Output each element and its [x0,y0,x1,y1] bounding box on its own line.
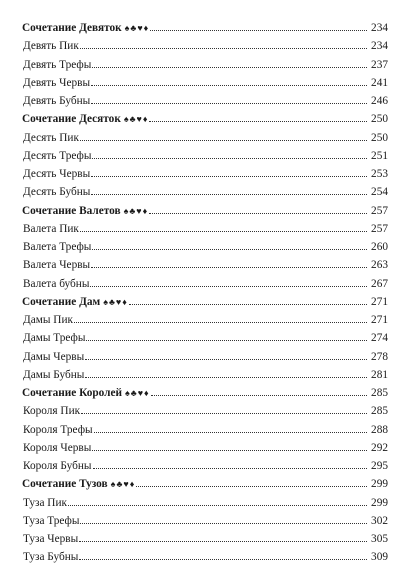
toc-entry[interactable] [22,329,388,347]
toc-entry-label: Девять Пик [23,40,79,53]
toc-entry[interactable] [22,457,388,475]
suit-symbols-icon: ♠♣♥♦ [124,23,150,33]
toc-entry-label: Десять Пик [23,131,79,144]
toc-heading-label: Сочетание Дам [22,295,101,308]
toc-entry[interactable] [22,512,388,530]
dot-leader [79,550,367,560]
toc-page-number: 271 [371,295,388,308]
dot-leader [80,222,367,232]
toc-entry[interactable] [22,56,388,74]
suit-symbols-icon: ♠♣♥♦ [110,479,136,490]
dot-leader [81,404,367,414]
toc-entry-label: Дамы Пик [23,314,73,326]
dot-leader [91,258,367,268]
table-of-contents [22,19,388,567]
toc-page-number: 299 [371,478,388,491]
toc-entry[interactable] [22,165,388,183]
toc-page-number: 299 [371,496,388,509]
toc-entry-label: Короля Бубны [23,460,92,472]
toc-page-number: 250 [371,113,388,126]
toc-heading-label: Сочетание Валетов [22,204,121,217]
dot-leader [80,514,367,524]
toc-page-number: 274 [371,332,388,345]
suit-symbols-icon: ♠♣♥♦ [123,205,149,216]
toc-page-number: 302 [371,514,388,527]
suit-symbols-icon: ♠♣♥♦ [103,296,128,307]
toc-page-number: 271 [371,314,388,326]
toc-page-number: 288 [371,423,388,436]
toc-section-heading[interactable] [22,110,388,128]
dot-leader [92,441,367,451]
toc-section-heading[interactable] [22,19,388,37]
toc-page-number: 305 [371,533,388,545]
toc-entry-label: Туза Трефы [23,514,80,527]
toc-entry-label: Валета Червы [23,259,91,272]
toc-page-number: 253 [371,168,388,180]
toc-page-number: 241 [371,76,388,89]
toc-entry-label: Девять Червы [23,76,91,89]
dot-leader [94,423,367,433]
toc-heading-label: Сочетание Десяток [22,113,121,126]
toc-entry-label: Туза Червы [23,533,79,545]
suit-symbols-icon: ♠♣♥♦ [125,388,150,398]
toc-page-number: 237 [371,58,388,71]
toc-section-heading[interactable] [22,384,388,402]
toc-entry[interactable] [22,348,388,366]
dot-leader [149,112,367,122]
suit-symbols-icon: ♠♣♥♦ [123,114,149,125]
toc-entry[interactable] [22,366,388,384]
toc-page-number: 285 [371,387,388,399]
toc-page-number: 292 [371,441,388,454]
toc-page-number: 278 [371,350,388,363]
toc-page-number: 263 [371,259,388,272]
toc-page-number: 234 [371,40,388,53]
toc-entry[interactable] [22,74,388,92]
toc-entry[interactable] [22,37,388,55]
toc-entry[interactable] [22,220,388,238]
dot-leader [85,368,367,378]
toc-entry-label: Короля Пик [23,405,81,418]
dot-leader [79,532,367,542]
toc-entry-label: Туза Пик [23,496,67,509]
toc-entry[interactable] [22,147,388,165]
toc-page-number: 281 [371,368,388,381]
toc-entry[interactable] [22,402,388,420]
toc-heading-label: Сочетание Тузов [22,478,108,491]
toc-entry[interactable] [22,256,388,274]
toc-entry[interactable] [22,183,388,201]
toc-heading-label: Сочетание Девяток [22,22,122,34]
toc-page-number: 257 [371,204,388,217]
dot-leader [86,331,367,341]
dot-leader [136,477,367,487]
toc-page-number: 260 [371,241,388,253]
dot-leader [90,277,367,287]
dot-leader [151,386,367,396]
toc-entry-label: Короля Червы [23,441,92,454]
toc-entry-label: Короля Трефы [23,423,93,436]
toc-heading-label: Сочетание Королей [22,387,123,399]
toc-entry-label: Валета Пик [23,222,79,235]
toc-entry-label: Десять Червы [23,168,91,180]
dot-leader [92,240,367,250]
dot-leader [91,167,367,177]
toc-entry-label: Десять Бубны [23,186,91,199]
dot-leader [149,204,367,214]
toc-section-heading[interactable] [22,293,388,311]
toc-entry-label: Девять Трефы [23,58,92,71]
toc-entry[interactable] [22,494,388,512]
toc-entry[interactable] [22,238,388,256]
toc-page-number: 234 [371,22,388,34]
toc-page-number: 254 [371,186,388,199]
toc-page-number: 250 [371,131,388,144]
dot-leader [80,131,367,141]
toc-entry-label: Дамы Трефы [23,332,86,345]
toc-entry-label: Дамы Бубны [23,368,85,381]
toc-entry[interactable] [22,530,388,548]
dot-leader [85,350,367,360]
toc-entry-label: Туза Бубны [23,551,79,564]
dot-leader [92,58,367,68]
toc-page-number: 246 [371,95,388,107]
toc-entry[interactable] [22,439,388,457]
toc-page-number: 309 [371,551,388,564]
toc-section-heading[interactable] [22,475,388,493]
dot-leader [68,496,367,506]
dot-leader [91,185,367,195]
toc-entry[interactable] [22,92,388,110]
toc-page-number: 285 [371,405,388,418]
toc-entry[interactable] [22,548,388,566]
toc-entry-label: Девять Бубны [23,95,91,107]
toc-entry[interactable] [22,421,388,439]
toc-entry-label: Дамы Червы [23,350,85,363]
dot-leader [80,39,367,49]
dot-leader [74,313,367,323]
dot-leader [92,149,367,159]
toc-page-number: 257 [371,222,388,235]
toc-entry[interactable] [22,129,388,147]
toc-entry-label: Валета Трефы [23,241,92,253]
toc-page-number: 251 [371,149,388,162]
dot-leader [129,295,367,305]
toc-entry-label: Валета бубны [23,277,90,290]
toc-page-number: 295 [371,460,388,472]
toc-entry[interactable] [22,275,388,293]
dot-leader [150,21,367,31]
dot-leader [91,94,367,104]
toc-entry-label: Десять Трефы [23,149,92,162]
toc-section-heading[interactable] [22,202,388,220]
dot-leader [93,459,367,469]
toc-entry[interactable] [22,311,388,329]
dot-leader [91,76,367,86]
toc-page-number: 267 [371,277,388,290]
